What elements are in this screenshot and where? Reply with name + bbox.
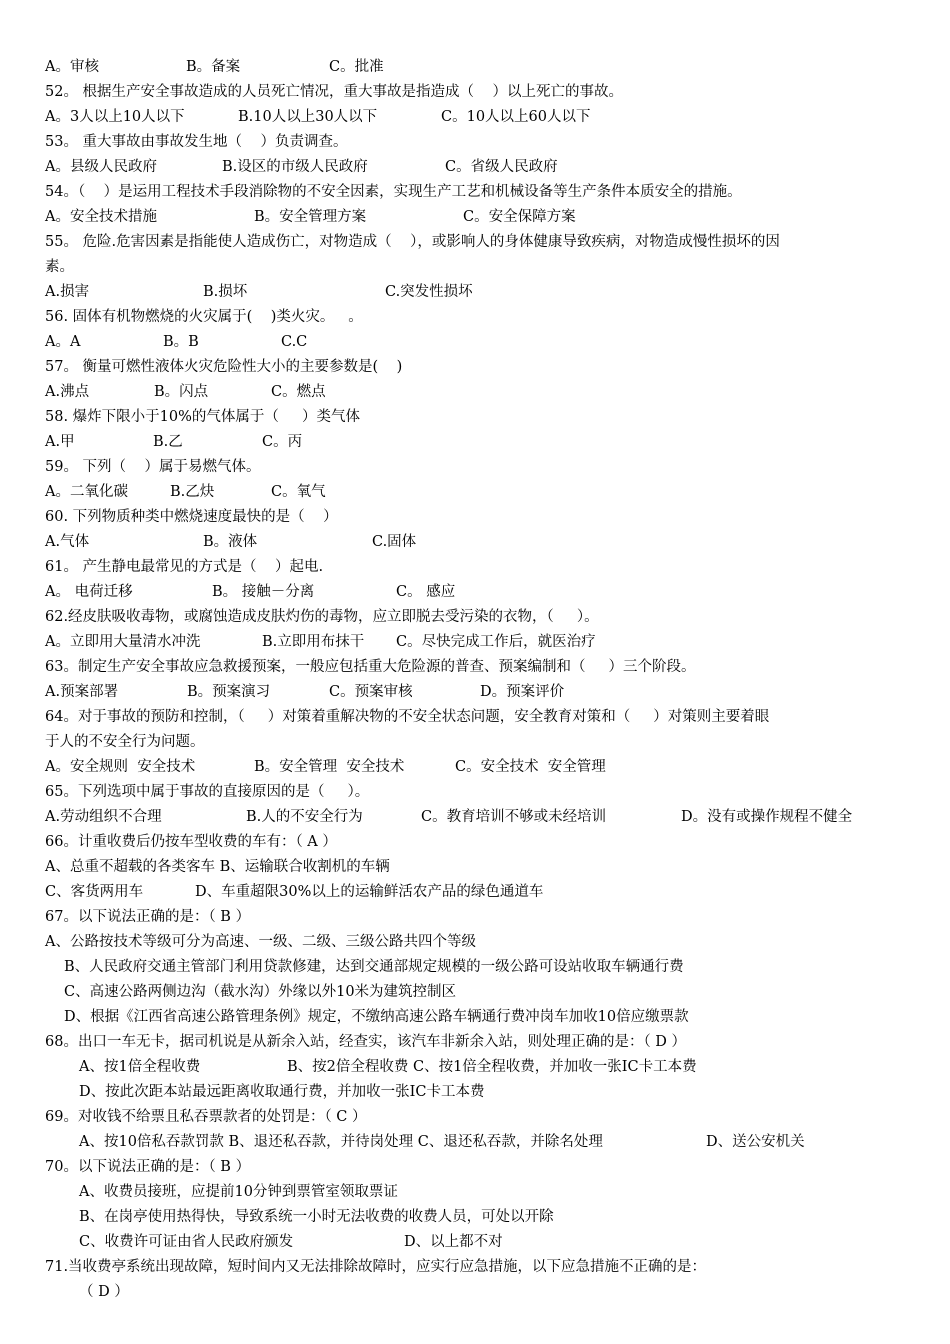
text-line: [0, 55, 950, 80]
question-65: [0, 780, 950, 805]
text-line: [0, 380, 950, 405]
question-64: [0, 705, 950, 730]
question-text: 56. 固体有机物燃烧的火灾属于( )类火灾。 。: [45, 309, 363, 325]
option-a: A.气体: [45, 534, 90, 550]
option-c: C。安全保障方案: [463, 209, 576, 225]
question-text: 71.当收费亭系统出现故障，短时间内又无法排除故障时，应实行应急措施，以下应急措施不正确的是：: [45, 1259, 707, 1275]
text-line: [0, 1055, 950, 1080]
option-c: C。尽快完成工作后，就医治疗: [396, 634, 596, 650]
question-text: 64。对于事故的预防和控制，（ ）对策着重解决物的不安全状态问题，安全教育对策和（ ）对策则主要着眼: [45, 709, 770, 725]
question-61: [0, 555, 950, 580]
text-line: [0, 280, 950, 305]
option-a: A。安全技术措施: [45, 209, 157, 225]
option-b: B。安全管理 安全技术: [254, 759, 405, 775]
option-c: C.C: [281, 334, 308, 350]
option-d: D、送公安机关: [706, 1134, 805, 1150]
text-line: [0, 755, 950, 780]
question-71: [0, 1255, 950, 1280]
text-line: [0, 805, 950, 830]
option-b: B。 接触－分离: [212, 584, 315, 600]
option-d: D。预案评价: [480, 684, 565, 700]
question-text: 62.经皮肤吸收毒物，或腐蚀造成皮肤灼伤的毒物，应立即脱去受污染的衣物，（ ）。: [45, 609, 599, 625]
option-b: B、在岗亭使用热得快，导致系统一小时无法收费的收费人员，可处以开除: [79, 1209, 554, 1225]
option-c: C。丙: [262, 434, 303, 450]
text-line: [0, 430, 950, 455]
text-line: [0, 880, 950, 905]
option-c: C。批准: [329, 59, 384, 75]
option-d: D、以上都不对: [404, 1234, 503, 1250]
option-b: B。安全管理方案: [254, 209, 367, 225]
text-line: [0, 255, 950, 280]
option-a: A。3人以上10人以下: [45, 109, 185, 125]
question-text: 67。以下说法正确的是：（ B ）: [45, 909, 251, 925]
text-line: [0, 580, 950, 605]
option-a: A、收费员接班，应提前10分钟到票管室领取票证: [79, 1184, 398, 1200]
option-c: C、客货两用车: [45, 884, 144, 900]
option-c: C。教育培训不够或未经培训: [421, 809, 607, 825]
text-line: [0, 680, 950, 705]
question-text: 63。制定生产安全事故应急救援预案，一般应包括重大危险源的普查、预案编制和（ ）三个阶段。: [45, 659, 696, 675]
question-63: [0, 655, 950, 680]
option-a: A、按1倍全程收费: [79, 1059, 201, 1075]
option-a: A.劳动组织不合理: [45, 809, 162, 825]
option-a: A。A: [45, 334, 81, 350]
option-c: C。安全技术 安全管理: [455, 759, 606, 775]
question-66: [0, 830, 950, 855]
question-text: 53。 重大事故由事故发生地（ ）负责调查。: [45, 134, 348, 150]
option-c: C.突发性损坏: [385, 284, 473, 300]
question-70: [0, 1155, 950, 1180]
question-text: 52。 根据生产安全事故造成的人员死亡情况，重大事故是指造成（ ）以上死亡的事故。: [45, 84, 623, 100]
option-a: A、公路按技术等级可分为高速、一级、二级、三级公路共四个等级: [45, 934, 476, 950]
text-line: [0, 730, 950, 755]
option-d: D、根据《江西省高速公路管理条例》规定，不缴纳高速公路车辆通行费冲岗车加收10倍应缴票款: [64, 1009, 689, 1025]
question-59: [0, 455, 950, 480]
option-b: B。预案演习: [187, 684, 271, 700]
option-a: A。二氧化碳: [45, 484, 128, 500]
option-abc: A、按10倍私吞款罚款 B、退还私吞款，并待岗处理 C、退还私吞款，并除名处理: [79, 1134, 603, 1150]
option-c: C。预案审核: [329, 684, 413, 700]
question-69: [0, 1105, 950, 1130]
question-text: 66。计重收费后仍按车型收费的车有：（ A ）: [45, 834, 337, 850]
question-58: [0, 405, 950, 430]
question-56: [0, 305, 950, 330]
option-a: A。审核: [45, 59, 99, 75]
option-bc: B、按2倍全程收费 C、按1倍全程收费，并加收一张IC卡工本费: [287, 1059, 697, 1075]
question-text: 61。 产生静电最常见的方式是（ ）起电.: [45, 559, 324, 575]
question-text: 70。以下说法正确的是：（ B ）: [45, 1159, 251, 1175]
text-line: [0, 105, 950, 130]
option-b: B.损坏: [203, 284, 248, 300]
option-b: B.10人以上30人以下: [238, 109, 378, 125]
option-c: C。氧气: [271, 484, 326, 500]
text-line: [0, 955, 950, 980]
option-d: D、按此次距本站最远距离收取通行费，并加收一张IC卡工本费: [79, 1084, 485, 1100]
question-60: [0, 505, 950, 530]
text-line: [0, 480, 950, 505]
option-b: B.乙炔: [170, 484, 215, 500]
option-c: C、收费许可证由省人民政府颁发: [79, 1234, 294, 1250]
question-text: 58. 爆炸下限小于10%的气体属于（ ）类气体: [45, 409, 360, 425]
text-line: [0, 330, 950, 355]
text-line: [0, 980, 950, 1005]
option-a: A.沸点: [45, 384, 90, 400]
question-53: [0, 130, 950, 155]
text-line: [0, 1205, 950, 1230]
question-57: [0, 355, 950, 380]
question-67: [0, 905, 950, 930]
question-54: [0, 180, 950, 205]
option-c: C。 感应: [396, 584, 456, 600]
text-line: [0, 855, 950, 880]
question-text: 59。 下列（ ）属于易燃气体。: [45, 459, 261, 475]
text-line: [0, 1005, 950, 1030]
question-text: 69。对收钱不给票且私吞票款者的处罚是：（ C ）: [45, 1109, 367, 1125]
question-62: [0, 605, 950, 630]
option-b: B.设区的市级人民政府: [222, 159, 368, 175]
option-b: B、人民政府交通主管部门利用贷款修建，达到交通部规定规模的一级公路可设站收取车辆通行费: [64, 959, 684, 975]
text-line: [0, 1230, 950, 1255]
question-55: [0, 230, 950, 255]
question-text: 68。出口一车无卡，据司机说是从新余入站，经查实，该汽车非新余入站，则处理正确的是：（ D ）: [45, 1034, 687, 1050]
option-b: B。闪点: [154, 384, 209, 400]
option-a: A。县级人民政府: [45, 159, 157, 175]
question-text-cont: 于人的不安全行为问题。: [45, 734, 205, 750]
option-d: D、车重超限30%以上的运输鲜活农产品的绿色通道车: [195, 884, 544, 900]
option-a: A。立即用大量清水冲洗: [45, 634, 201, 650]
option-b: B。B: [163, 334, 199, 350]
option-c: C。燃点: [271, 384, 326, 400]
question-text: 57。 衡量可燃性液体火灾危险性大小的主要参数是( ): [45, 359, 403, 375]
option-b: B.人的不安全行为: [246, 809, 363, 825]
option-b: B.乙: [153, 434, 183, 450]
text-line: [0, 530, 950, 555]
question-text: 65。下列选项中属于事故的直接原因的是（ ）。: [45, 784, 370, 800]
option-b: B。液体: [203, 534, 258, 550]
option-c: C、高速公路两侧边沟（截水沟）外缘以外10米为建筑控制区: [64, 984, 457, 1000]
option-c: C.固体: [372, 534, 417, 550]
option-ab: A、总重不超载的各类客车 B、运输联合收割机的车辆: [45, 859, 390, 875]
question-text: 55。 危险.危害因素是指能使人造成伤亡，对物造成（ ），或影响人的身体健康导致疾病，对物造成慢性损坏的因: [45, 234, 780, 250]
answer-text: （ D ）: [79, 1284, 129, 1300]
option-b: B.立即用布抹干: [262, 634, 365, 650]
question-text-cont: 素。: [45, 259, 74, 275]
option-a: A。 电荷迁移: [45, 584, 133, 600]
text-line: [0, 630, 950, 655]
question-52: [0, 80, 950, 105]
text-line: [0, 1130, 950, 1155]
option-b: B。备案: [186, 59, 241, 75]
option-a: A.甲: [45, 434, 75, 450]
option-c: C。10人以上60人以下: [441, 109, 591, 125]
question-text: 60. 下列物质种类中燃烧速度最快的是（ ）: [45, 509, 338, 525]
question-text: 54。（ ）是运用工程技术手段消除物的不安全因素，实现生产工艺和机械设备等生产条件本质安全的措施。: [45, 184, 742, 200]
text-line: [0, 1180, 950, 1205]
text-line: [0, 205, 950, 230]
option-d: D。没有或操作规程不健全: [681, 809, 853, 825]
option-c: C。省级人民政府: [445, 159, 558, 175]
text-line: [0, 1080, 950, 1105]
option-a: A.损害: [45, 284, 90, 300]
option-a: A.预案部署: [45, 684, 119, 700]
option-a: A。安全规则 安全技术: [45, 759, 196, 775]
text-line: [0, 155, 950, 180]
question-68: [0, 1030, 950, 1055]
text-line: [0, 930, 950, 955]
text-line: [0, 1280, 950, 1305]
